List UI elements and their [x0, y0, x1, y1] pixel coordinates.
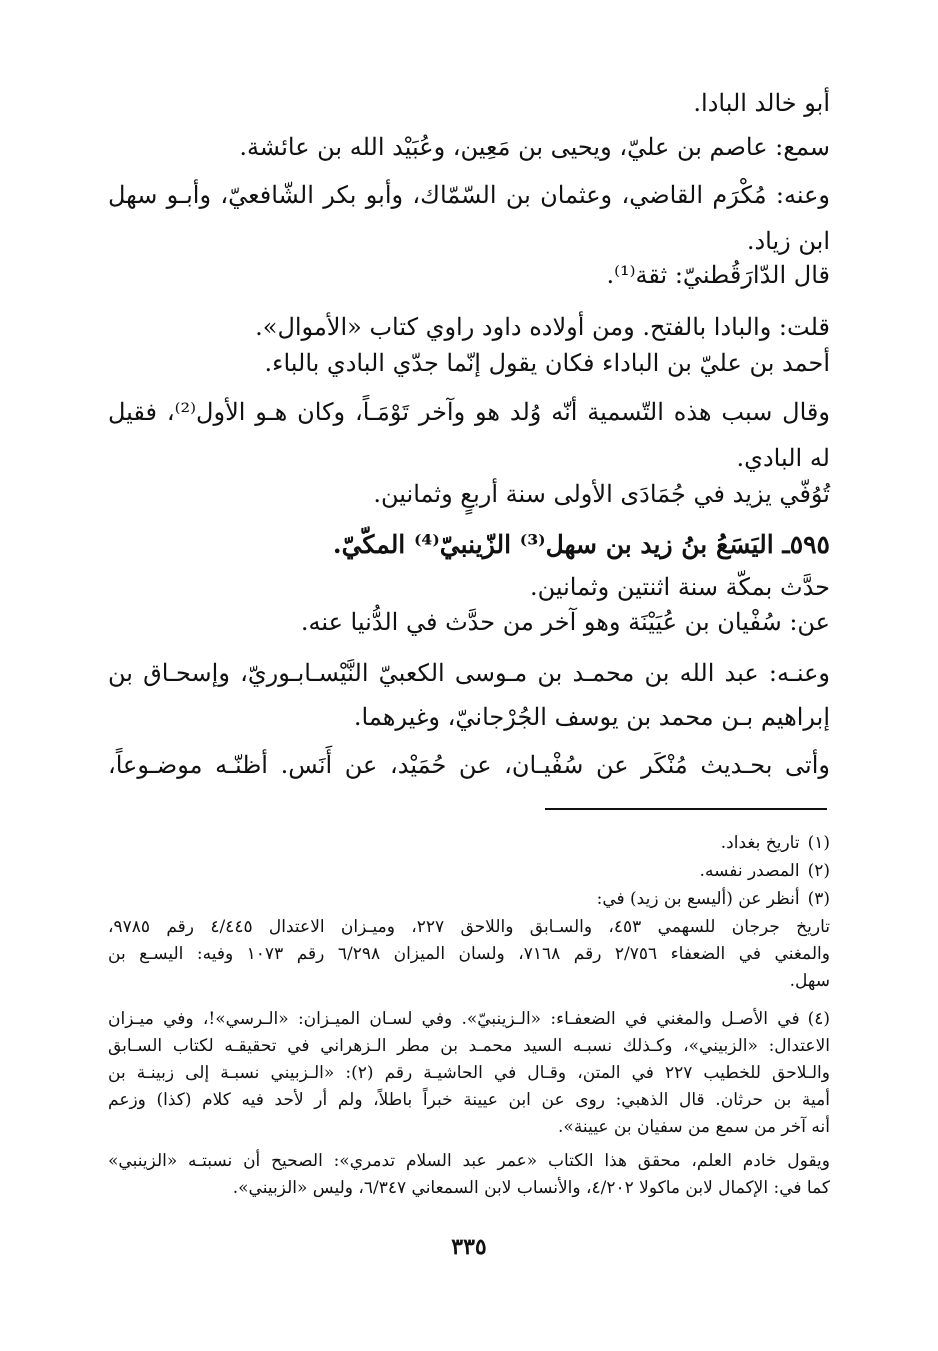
body-line: قلت: والبادا بالفتح. ومن أولاده داود راوي كتاب «الأموال». [255, 313, 830, 341]
footnote-line: سهل. [789, 971, 830, 991]
entry-heading: ٥٩٥ـ اليَسَعُ بنُ زيد بن سهل⁽³⁾ الزّينبيّ⁽⁴⁾ المكّيّ. [332, 530, 830, 559]
footnote-number: (٢) [807, 861, 830, 881]
body-line: أبو خالد البادا. [693, 89, 830, 117]
footnote-line: ويقول خادم العلم، محقق هذا الكتاب «عمر عبد السلام تدمري»: الصحيح أن نسبتـه «الزينبي» [108, 1151, 830, 1171]
footnote-line: الاعتدال: «الزبيني»، وكـذلك نسبـه السيد محمـد بن مطر الـزهراني في تحقيقـه لكتاب السـابق [108, 1036, 830, 1056]
footnote [108, 858, 830, 884]
body-line: إبراهيم بـن محمد بن يوسف الجُرْجانيّ، وغيرهما. [353, 703, 830, 731]
footnote-number: (٤) [807, 1009, 830, 1029]
footnote [108, 886, 830, 912]
body-line: سمع: عاصم بن عليّ، ويحيى بن مَعِين، وعُبَيْد الله بن عائشة. [239, 133, 830, 161]
footnote [108, 830, 830, 856]
footnote-line: أنه آخر من سمع من سفيان بن عيينة». [558, 1117, 830, 1137]
body-line: وأتى بحـديث مُنْكَر عن سُفْيـان، عن حُمَيْد، عن أَنَس. أظنّـه موضـوعاً، [108, 751, 830, 779]
footnote [108, 1006, 830, 1032]
footnote-line: والمغني في الضعفاء ٢/٧٥٦ رقم ٧١٦٨، ولسان الميزان ٦/٢٩٨ رقم ١٠٧٣ وفيه: اليسـع بن [108, 944, 830, 964]
footnote-line: أمية بن حرثان. قال الذهبي: روى عن ابن عيينة خبراً باطلاً، ولم أر لأحد فيه كلام (كذا) وزعم [108, 1090, 830, 1110]
body-line: ابن زياد. [746, 227, 830, 255]
body-line: قال الدّارَقُطنيّ: ثقة⁽¹⁾. [606, 261, 830, 289]
body-line: وعنـه: عبد الله بن محمـد بن مـوسى الكعبيّ النَّيْسـابـوريّ، وإسحـاق بن [108, 659, 830, 687]
body-line: أحمد بن عليّ بن الباداء فكان يقول إنّما جدّي البادي بالباء. [264, 349, 830, 377]
body-line: حدَّث بمكّة سنة اثنتين وثمانين. [529, 573, 830, 601]
footnote-text: المصدر نفسه. [699, 861, 800, 881]
body-line: وقال سبب هذه التّسمية أنّه وُلد هو وآخر تَوْمَـاً، وكان هـو الأول⁽²⁾، فقيل [108, 398, 830, 426]
footnote-text: في الأصـل والمغني في الضعفـاء: «الـزينبيّ». وفي لسـان الميـزان: «الـرسي»!، وفي ميـزان [108, 1009, 800, 1029]
footnote-number: (٣) [807, 889, 830, 909]
footnote-line: والـلاحق للخطيب ٢٢٧ في المتن، وقـال في الحاشيـة رقم (٢): «الـزبيني نسبـة إلى زبينـة بن [108, 1063, 830, 1083]
footnote-text: تاريخ بغداد. [720, 833, 800, 853]
body-line: له البادي. [736, 444, 830, 472]
footnote-text: أنظر عن (أليسع بن زيد) في: [596, 889, 800, 909]
footnote-separator [545, 808, 827, 810]
page-number: ٣٣٥ [451, 1234, 487, 1260]
body-line: عن: سُفْيان بن عُيَيْنَة وهو آخر من حدَّث في الدُّنيا عنه. [300, 608, 830, 636]
footnote-number: (١) [807, 833, 830, 853]
footnote-line: تاريخ جرجان للسهمي ٤٥٣، والسـابق واللاحق ٢٢٧، وميـزان الاعتدال ٤/٤٤٥ رقم ٩٧٨٥، [108, 917, 830, 937]
body-line: وعنه: مُكْرَم القاضي، وعثمان بن السّمّاك، وأبو بكر الشّافعيّ، وأبـو سهل [108, 181, 830, 209]
footnote-line: كما في: الإكمال لابن ماكولا ٤/٢٠٢، والأنساب لابن السمعاني ٦/٣٤٧، وليس «الزبيني». [232, 1178, 830, 1198]
body-line: تُوُفّي يزيد في جُمَادَى الأولى سنة أربعٍ وثمانين. [373, 480, 830, 508]
